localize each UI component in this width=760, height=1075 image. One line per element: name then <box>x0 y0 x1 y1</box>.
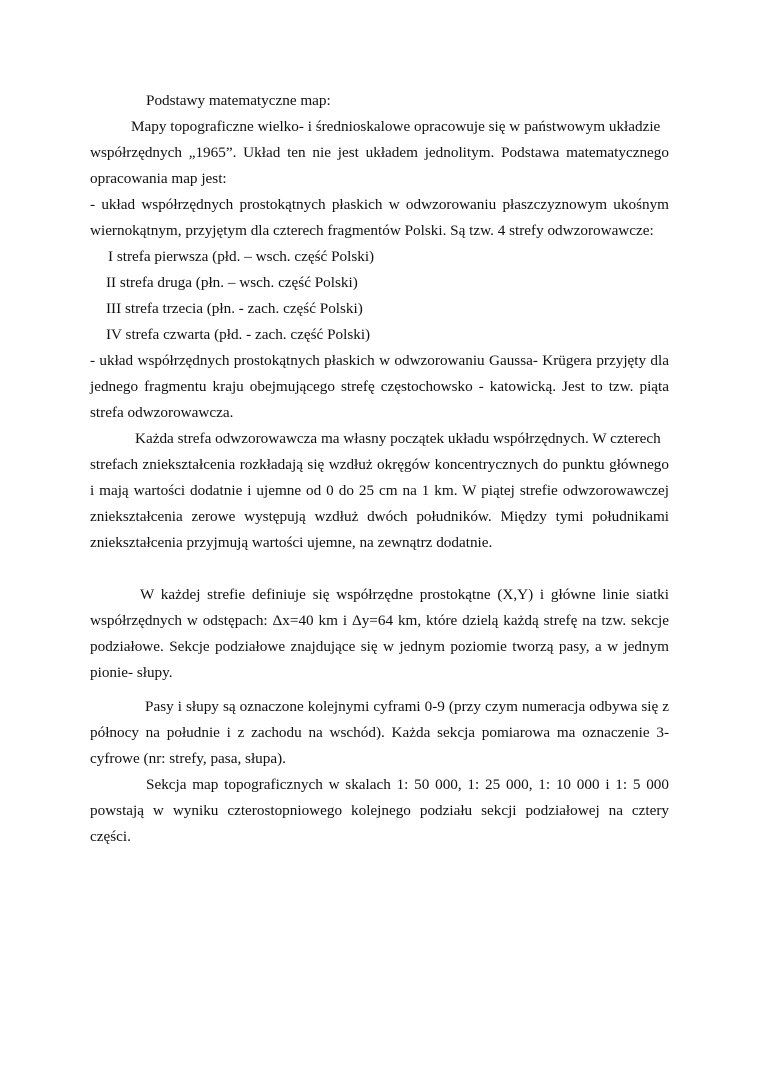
list-item: III strefa trzecia (płn. - zach. część Polski) <box>106 300 363 317</box>
paragraph-system-1965 <box>90 192 669 244</box>
paragraph-intro <box>90 114 669 192</box>
text-line: Sekcja map topograficznych w skalach 1: 50 000, 1: 25 000, 1: 10 000 i 1: 5 000 <box>146 776 669 793</box>
text-line: zniekształcenia zerowe występują wzdłuż dwóch południków. Między tymi południkami <box>90 508 669 525</box>
zones-list <box>90 244 375 348</box>
text-line: wiernokątnym, przyjętym dla czterech fragmentów Polski. Są tzw. 4 strefy odwzorowawcze: <box>90 222 654 239</box>
text-line: - układ współrzędnych prostokątnych płaskich w odwzorowaniu Gaussa- Krügera przyjęty dla <box>90 352 669 369</box>
paragraph-grid-sections <box>90 582 669 686</box>
text-line: jednego fragmentu kraju obejmującego strefę częstochowsko - katowicką. Jest to tzw. piąta <box>90 378 669 395</box>
list-item: II strefa druga (płn. – wsch. część Polski) <box>106 274 358 291</box>
paragraph-numbering <box>90 694 669 772</box>
paragraph-map-scales <box>90 772 669 850</box>
text-line: powstają w wyniku czterostopniowego kolejnego podziału sekcji podziałowej na cztery <box>90 802 669 819</box>
text-line: północy na południe i z zachodu na wschód). Każda sekcja pomiarowa ma oznaczenie 3- <box>90 724 669 741</box>
text-line: współrzędnych w odstępach: Δx=40 km i Δy=64 km, które dzielą każdą strefę na tzw. sekcje <box>90 612 669 629</box>
text-line: Każda strefa odwzorowawcza ma własny początek układu współrzędnych. W czterech <box>135 430 661 447</box>
list-item: IV strefa czwarta (płd. - zach. część Polski) <box>106 326 371 343</box>
list-item: I strefa pierwsza (płd. – wsch. część Polski) <box>108 248 375 265</box>
text-line: cyfrowe (nr: strefy, pasa, słupa). <box>90 750 286 767</box>
text-line: - układ współrzędnych prostokątnych płaskich w odwzorowaniu płaszczyznowym ukośnym <box>90 196 669 213</box>
text-line: strefa odwzorowawcza. <box>90 404 234 421</box>
paragraph-gauss-kruger <box>90 348 669 426</box>
text-line: podziałowe. Sekcje podziałowe znajdujące się w jednym poziomie tworzą pasy, a w jednym <box>90 638 669 655</box>
document-title: Podstawy matematyczne map: <box>146 92 331 109</box>
text-line: i mają wartości dodatnie i ujemne od 0 do 25 cm na 1 km. W piątej strefie odwzorowawczej <box>90 482 669 499</box>
text-line: strefach zniekształcenia rozkładają się wzdłuż okręgów koncentrycznych do punktu głównego <box>90 456 669 473</box>
text-line: opracowania map jest: <box>90 170 227 187</box>
text-line: Pasy i słupy są oznaczone kolejnymi cyframi 0-9 (przy czym numeracja odbywa się z <box>145 698 669 715</box>
paragraph-distortions <box>90 426 669 556</box>
text-line: Mapy topograficzne wielko- i średnioskalowe opracowuje się w państwowym układzie <box>131 118 661 135</box>
text-line: zniekształcenia przyjmują wartości ujemne, na zewnątrz dodatnie. <box>90 534 493 551</box>
text-line: pionie- słupy. <box>90 664 173 681</box>
text-line: części. <box>90 828 131 845</box>
text-line: współrzędnych „1965”. Układ ten nie jest układem jednolitym. Podstawa matematycznego <box>90 144 669 161</box>
text-line: W każdej strefie definiuje się współrzędne prostokątne (X,Y) i główne linie siatki <box>140 586 669 603</box>
